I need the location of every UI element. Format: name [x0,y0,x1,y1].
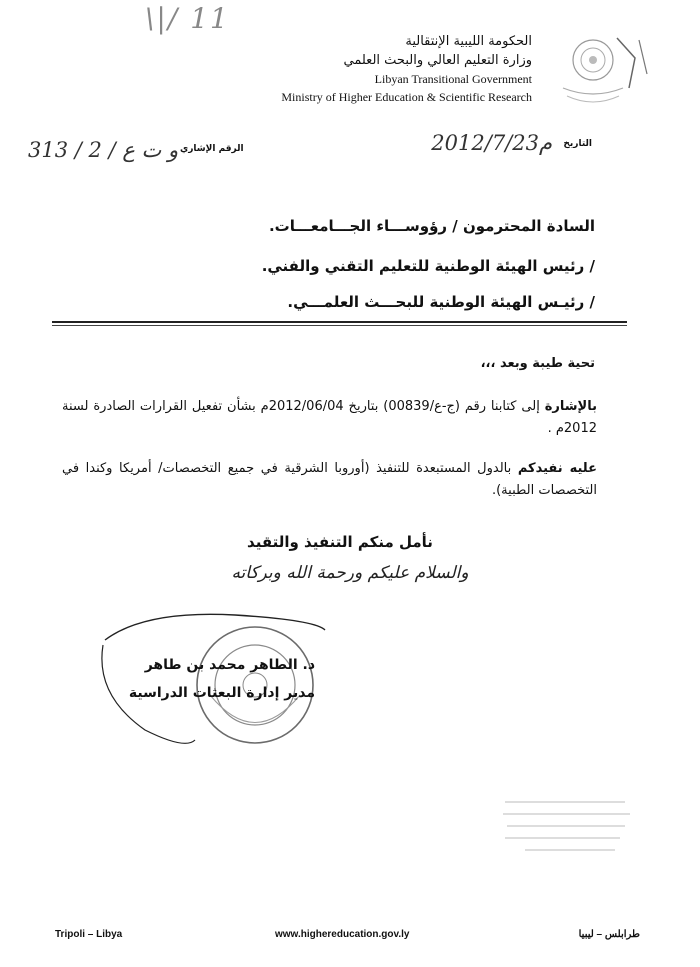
date-label: التاريخ [563,139,592,149]
header-gov-ar: الحكومة الليبية الإنتقالية [405,34,532,49]
divider [52,325,627,326]
footer-city-en: Tripoli – Libya [55,929,123,940]
closing-line: نأمل منكم التنفيذ والتقيد [247,533,433,551]
paragraph-lead: بالإشارة [544,399,597,414]
ministry-emblem-icon [555,18,655,108]
footer-website: www.highereducation.gov.ly [275,929,410,940]
ref-value: 313 / و ت ع / 2 [28,138,179,162]
ref-label: الرقم الإشاري [180,144,244,154]
paragraph-text: بالدول المستبعدة للتنفيذ (أوروبا الشرقية في جميع التخصصات/ أمريكا وكندا في التخصصات الطبية). [62,461,597,498]
footer-city-ar: طرابلس – ليبيا [578,929,640,940]
date-value: 2012/7/23م [431,131,552,155]
header-gov-en: Libyan Transitional Government [374,72,532,86]
greeting: تحية طيبة وبعد ،،، [480,356,595,371]
recipient-line-3: / رئيـس الهيئة الوطنية للبحـــث العلمـــي. [287,293,595,311]
signatory-title: مدير إدارة البعثات الدراسية [128,685,315,701]
recipient-line-2: / رئيس الهيئة الوطنية للتعليم التقني والفني. [261,257,595,275]
divider [52,321,627,323]
paragraph-lead: عليه نفيدكم [517,461,597,476]
paragraph-notice [62,458,597,502]
salutation: والسلام عليكم ورحمة الله وبركاته [231,563,469,583]
distribution-block [495,792,635,862]
recipient-line-1: السادة المحترمون / رؤوســـاء الجـــامعـــات. [268,217,595,235]
signatory-name: د. الطاهر محمد بن طاهر [144,657,315,673]
header-ministry-ar: وزارة التعليم العالي والبحث العلمي [343,53,532,68]
paragraph-text: إلى كتابنا رقم (ج-ع/00839) بتاريخ 2012/06/04م بشأن تفعيل القرارات الصادرة لسنة 2012م . [62,399,597,436]
handwritten-mark: \|/ 11 [145,2,230,35]
header-ministry-en: Ministry of Higher Education & Scientific Research [281,90,532,104]
paragraph-reference [62,396,597,440]
